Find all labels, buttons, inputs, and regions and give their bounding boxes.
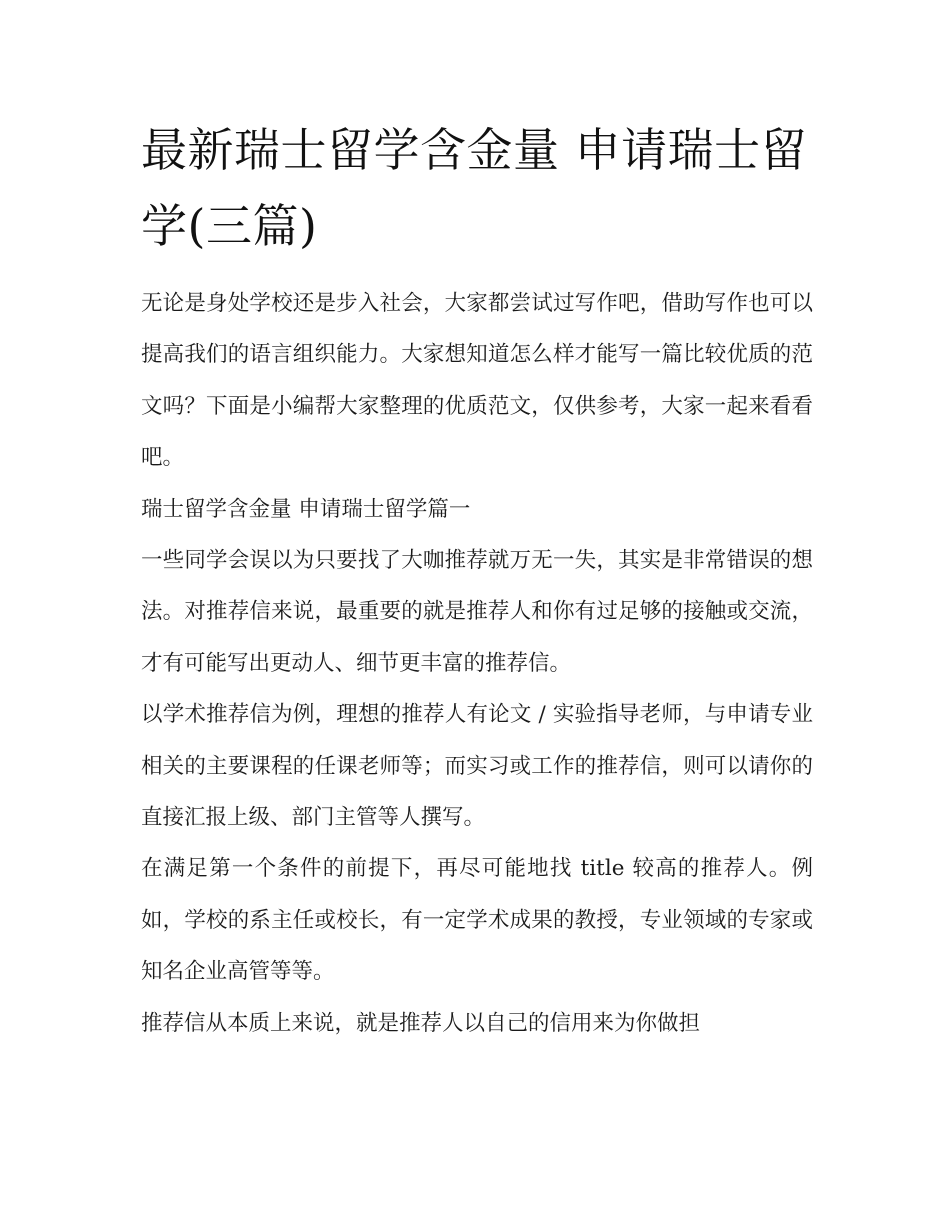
body-paragraph: 一些同学会误以为只要找了大咖推荐就万无一失，其实是非常错误的想法。对推荐信来说，最重要的就是推荐人和你有过足够的接触或交流，才有可能写出更动人、细节更丰富的推荐信。 (141, 548, 813, 676)
intro-paragraph: 无论是身处学校还是步入社会，大家都尝试过写作吧，借助写作也可以提高我们的语言组织能力。大家想知道怎么样才能写一篇比较优质的范文吗？下面是小编帮大家整理的优质范文，仅供参考，大家一起来看看吧。 (141, 291, 813, 471)
document-title: 最新瑞士留学含金量 申请瑞士留学(三篇) (141, 123, 808, 253)
body-paragraph: 推荐信从本质上来说，就是推荐人以自己的信用来为你做担 (141, 1010, 701, 1036)
body-paragraph: 以学术推荐信为例，理想的推荐人有论文 / 实验指导老师，与申请专业相关的主要课程的任课老师等；而实习或工作的推荐信，则可以请你的直接汇报上级、部门主管等人撰写。 (141, 702, 813, 831)
body-paragraph: 在满足第一个条件的前提下，再尽可能地找 title 较高的推荐人。例如，学校的系主任或校长，有一定学术成果的教授，专业领域的专家或知名企业高管等等。 (141, 856, 813, 985)
section-heading: 瑞士留学含金量 申请瑞士留学篇一 (141, 496, 471, 522)
document-body (141, 112, 813, 1049)
